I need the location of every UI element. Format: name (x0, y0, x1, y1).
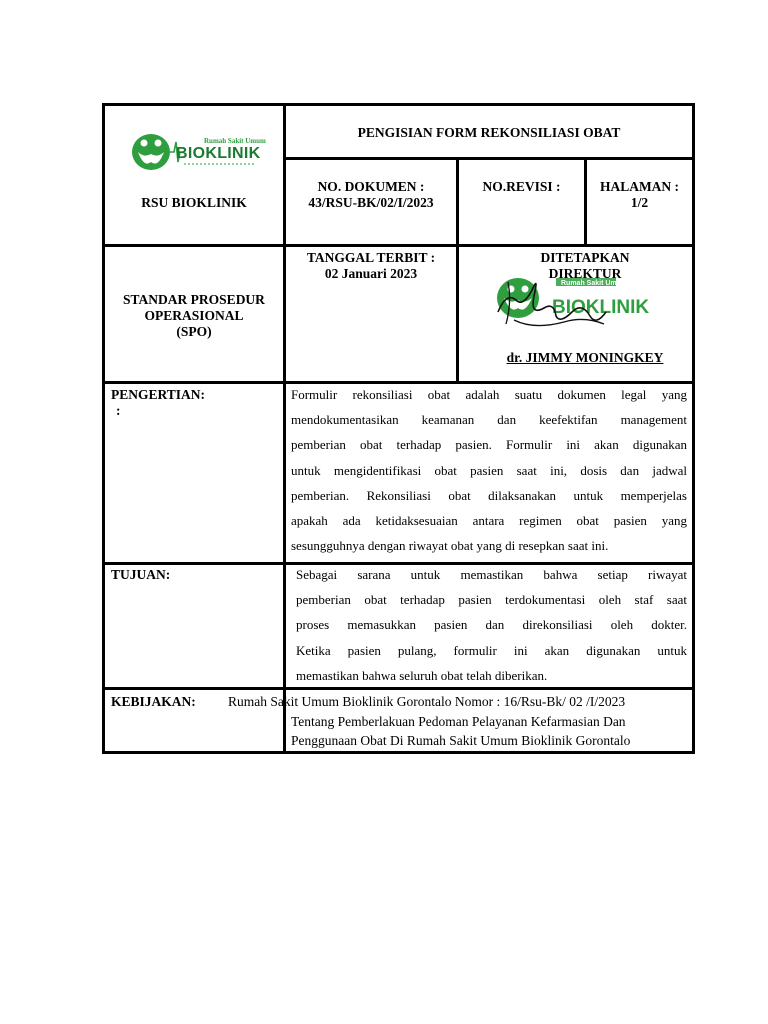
director-name: dr. JIMMY MONINGKEY (506, 350, 664, 365)
tujuan-line: Ketika pasien pulang, formulir ini akan digunakan untuk (296, 642, 687, 658)
kebijakan-label: KEBIJAKAN: (111, 694, 196, 709)
spo-label-line3: (SPO) (176, 324, 212, 339)
tujuan-line: memastikan bahwa seluruh obat telah diberikan. (296, 667, 548, 683)
tujuan-line: pemberian obat terhadap pasien terdokumentasi oleh staf saat (296, 592, 687, 608)
pengertian-line: sesungguhnya dengan riwayat obat yang di resepkan saat ini. (291, 538, 609, 554)
pengertian-label-colon: : (116, 403, 121, 418)
table-border-top (102, 103, 695, 106)
pengertian-line: mendokumentasikan keamanan dan keefektifan management (291, 412, 687, 428)
page-cell (587, 179, 692, 211)
approval-line2: DIREKTUR (548, 266, 622, 281)
kebijakan-line-1: Rumah Sakit Umum Bioklinik Gorontalo Nomor : 16/Rsu-Bk/ 02 /I/2023 (228, 694, 626, 709)
tujuan-text (296, 562, 687, 688)
issue-date-value: 02 Januari 2023 (324, 266, 418, 281)
doc-number-value: 43/RSU-BK/02/I/2023 (308, 195, 434, 210)
logo-subtitle: Rumah Sakit Umum (204, 137, 266, 145)
page-value: 1/2 (630, 195, 649, 210)
tujuan-line: Sebagai sarana untuk memastikan bahwa setiap riwayat (296, 567, 687, 582)
spo-label-line1: STANDAR PROSEDUR (123, 292, 265, 307)
doc-number-cell (286, 179, 456, 211)
tujuan-label: TUJUAN: (111, 567, 171, 582)
pengertian-label-text: PENGERTIAN: (111, 387, 206, 402)
kebijakan-line-2: Tentang Pemberlakuan Pedoman Pelayanan Kefarmasian Dan (291, 714, 626, 729)
pengertian-label (111, 387, 281, 419)
document-title: PENGISIAN FORM REKONSILIASI OBAT (357, 125, 621, 140)
signature-stamp-icon (494, 272, 674, 342)
pengertian-line: untuk mengidentifikasi obat pasien saat ini, dosis dan jadwal (291, 462, 687, 478)
approval-stamp (494, 272, 674, 342)
pengertian-line: pemberian obat terhadap pasien. Formulir ini akan digunakan (291, 437, 687, 453)
table-divider-row-header (102, 244, 695, 247)
page-label: HALAMAN : (599, 179, 680, 194)
tujuan-line: proses memasukkan pasien dan direkonsiliasi oleh dokter. (296, 617, 687, 633)
approval-heading (480, 250, 690, 282)
spo-label (105, 292, 283, 340)
table-border-right (692, 103, 695, 754)
pengertian-line: Formulir rekonsiliasi obat adalah suatu dokumen legal yang (291, 387, 687, 402)
table-border-bottom (102, 751, 695, 754)
approval-line1: DITETAPKAN (540, 250, 630, 265)
issue-date-cell (286, 250, 456, 282)
kebijakan-line-3: Penggunaan Obat Di Rumah Sakit Umum Bioklinik Gorontalo (291, 733, 631, 748)
svg-text:Rumah Sakit Umum: Rumah Sakit Umum (561, 280, 628, 287)
spo-label-line2: OPERASIONAL (144, 308, 244, 323)
svg-text:BIOKLINIK: BIOKLINIK (552, 297, 650, 318)
logo-name: BIOKLINIK (176, 145, 261, 162)
pengertian-line: apakah ada ketidaksesuaian antara regimen obat pasien yang (291, 513, 687, 529)
table-divider-row-title (283, 157, 695, 160)
pengertian-text (291, 382, 687, 558)
hospital-name: RSU BIOKLINIK (141, 195, 247, 210)
doc-number-label: NO. DOKUMEN : (317, 179, 425, 194)
hospital-logo (130, 128, 266, 176)
revision-label: NO.REVISI : (482, 179, 561, 194)
issue-date-label: TANGGAL TERBIT : (306, 250, 436, 265)
pengertian-line: pemberian. Rekonsiliasi obat dilaksanakan untuk memperjelas (291, 487, 687, 503)
